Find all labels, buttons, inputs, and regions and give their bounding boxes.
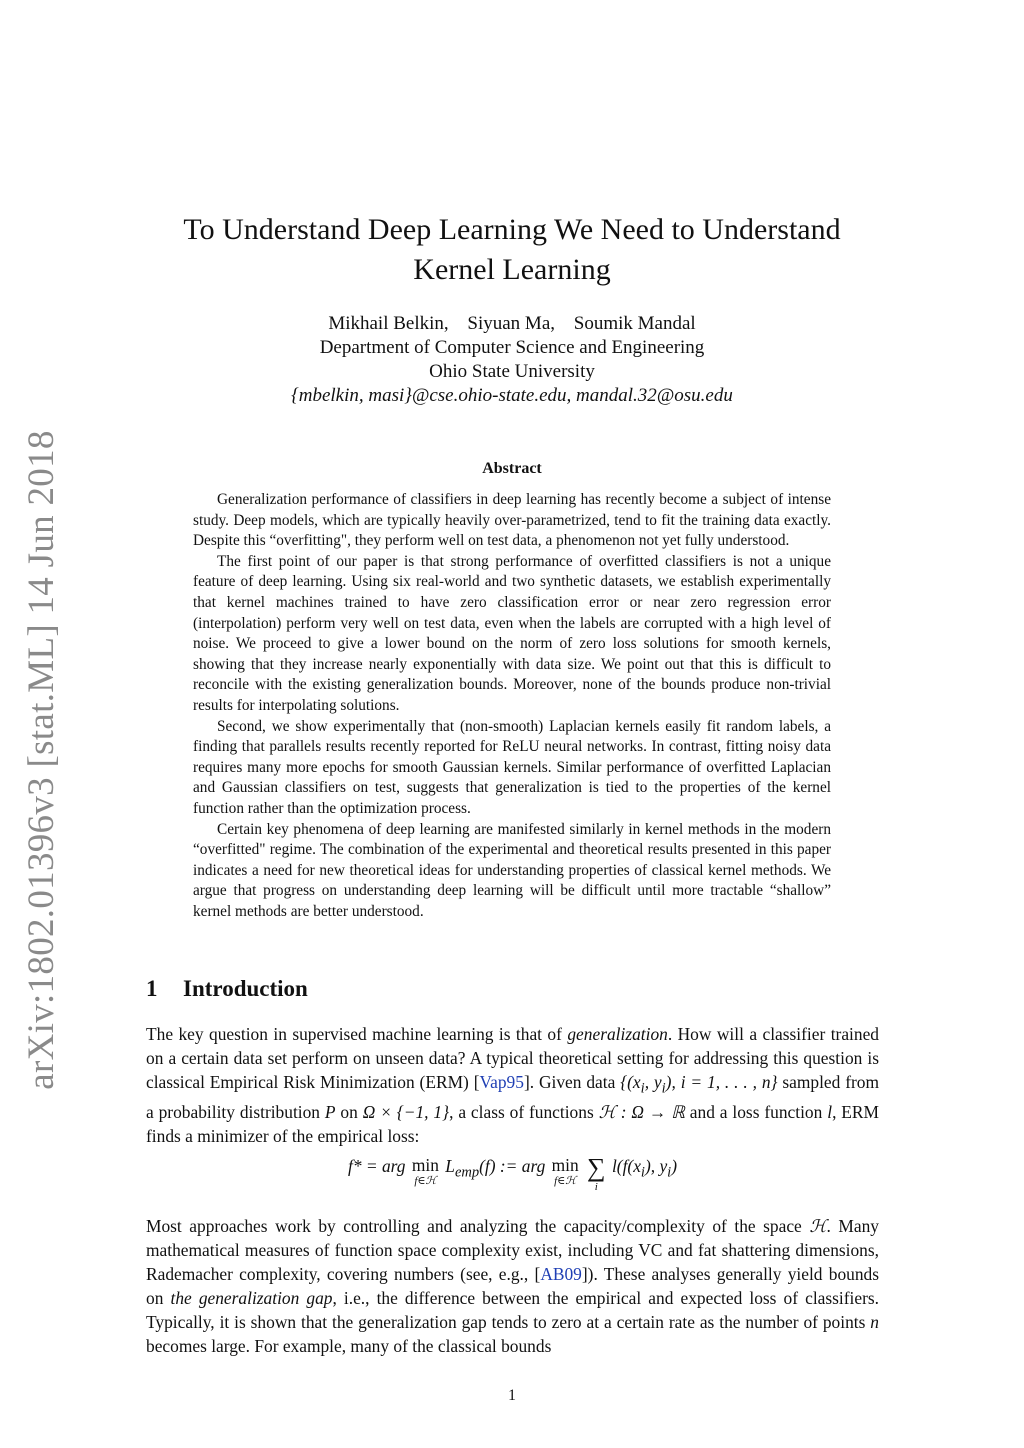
author-names — [140, 312, 884, 336]
operator-subscript: f∈ℋ — [414, 1175, 437, 1187]
author-name: Soumik Mandal — [573, 313, 696, 334]
section-title: Introduction — [183, 976, 308, 1001]
text-run: on — [335, 1102, 363, 1123]
intro-paragraph-2 — [146, 1214, 879, 1358]
paper-title — [140, 210, 884, 290]
math-run: ) — [671, 1156, 677, 1176]
math-run: , y — [644, 1072, 662, 1092]
math-function-class: ℋ : Ω → ℝ — [598, 1102, 685, 1123]
emphasis-generalization: generalization — [567, 1024, 668, 1044]
text-run: ]. Given data — [523, 1072, 621, 1092]
citation-link-vap95[interactable]: Vap95 — [479, 1072, 524, 1092]
equation-empirical-loss — [445, 1156, 546, 1181]
sum-subscript: i — [594, 1181, 598, 1193]
author-email: {mbelkin, masi}@cse.ohio-state.edu, mandal.32@osu.edu — [291, 385, 733, 406]
author-block — [140, 312, 884, 408]
math-function-class: ℋ — [809, 1216, 827, 1236]
math-run: {(x — [620, 1072, 641, 1092]
math-domain: Ω × {−1, 1} — [362, 1102, 450, 1123]
math-subscript: i — [667, 1164, 672, 1181]
abstract-heading: Abstract — [482, 460, 542, 477]
arxiv-identifier-stamp: arXiv:1802.01396v3 [stat.ML] 14 Jun 2018 — [21, 430, 62, 1090]
abstract-body — [193, 490, 831, 922]
equation-rhs — [611, 1156, 677, 1181]
abstract-paragraph: The first point of our paper is that strong performance of overfitted classifiers is not a unique feature of deep learning. Using six real-world and two synthetic datasets, we establish experimentally that kernel machines trained to have zero classification error or near zero regression error (interpolation) perform very well on test data, even when the labels are corrupted with a high level of noise. We proceed to give a lower bound on the norm of zero loss solutions for smooth kernels, showing that they increase nearly exponentially with data size. We point out that this is difficult to reconcile with the existing generalization bounds. Moreover, none of the bounds produce non-trivial results for interpolating solutions. — [193, 552, 831, 714]
math-subscript: i — [640, 1080, 645, 1097]
title-line-1: To Understand Deep Learning We Need to Understand — [183, 213, 841, 246]
equation-min-operator — [552, 1156, 579, 1188]
math-run: L — [445, 1156, 455, 1176]
text-run: . Many mathematical measures of function space complexity exist, including VC and fat shattering dimensions, Rademacher complexity, covering numbers (see, e.g., [ — [146, 1216, 879, 1284]
math-loss: l — [827, 1102, 833, 1123]
emphasis-generalization-gap: the generalization gap — [170, 1288, 333, 1308]
math-run: ), y — [644, 1156, 668, 1176]
citation-link-ab09[interactable]: AB09 — [540, 1264, 582, 1284]
text-run: , i.e., the difference between the empirical and expected loss of classifiers. Typically, it is shown that the generalization gap tends to zero at a certain rate as the number of points — [146, 1288, 879, 1332]
erm-equation — [146, 1153, 879, 1194]
text-run: sampled from a probability distribution — [146, 1072, 879, 1123]
math-run: (f) := arg — [479, 1156, 546, 1176]
title-line-2: Kernel Learning — [413, 253, 611, 286]
abstract-paragraph: Second, we show experimentally that (non-smooth) Laplacian kernels easily fit random labels, a finding that parallels results recently reported for ReLU neural networks. In contrast, fitting noisy data requires many more epochs for smooth Gaussian kernels. Similar performance of overfitted Laplacian and Gaussian classifiers on test, suggests that generalization is tied to the properties of the kernel function rather than the optimization process. — [193, 717, 831, 817]
author-university: Ohio State University — [429, 361, 595, 382]
math-subscript: emp — [454, 1164, 480, 1181]
math-subscript: i — [640, 1164, 645, 1181]
text-run: ]). These analyses generally yield bounds on — [146, 1264, 879, 1308]
abstract-paragraph: Certain key phenomena of deep learning are manifested similarly in kernel methods in the modern “overfitted" regime. The combination of the experimental and theoretical results presented in this paper indicates a need for new theoretical ideas for understanding properties of classical kernel methods. We argue that progress on understanding deep learning will be difficult until more tractable “shallow” kernel methods are better understood. — [193, 820, 831, 920]
page-number: 1 — [508, 1387, 516, 1404]
math-n: n — [870, 1312, 879, 1332]
math-run: l(f(x — [611, 1156, 641, 1176]
text-run: . How will a classifier trained on a certain data set perform on unseen data? A typical theoretical setting for addressing this question is classical Empirical Risk Minimization (ERM) [ — [146, 1024, 879, 1092]
text-run: The key question in supervised machine learning is that of — [146, 1024, 568, 1044]
operator-subscript: f∈ℋ — [554, 1175, 577, 1187]
author-name: Mikhail Belkin, — [328, 313, 449, 334]
text-run: Most approaches work by controlling and analyzing the capacity/complexity of the space — [146, 1216, 810, 1236]
math-data-set — [620, 1072, 778, 1097]
equation-lhs: f* = arg — [348, 1156, 406, 1176]
author-name: Siyuan Ma, — [467, 313, 555, 334]
author-department: Department of Computer Science and Engineering — [319, 337, 705, 358]
section-number: 1 — [146, 976, 158, 1001]
equation-sum-operator — [587, 1153, 606, 1194]
text-run: , a class of functions — [449, 1102, 599, 1123]
text-run: , ERM finds a minimizer of the empirical loss: — [146, 1102, 879, 1147]
text-run: and a loss function — [684, 1102, 828, 1123]
abstract-paragraph: Generalization performance of classifiers in deep learning has recently become a subject of intense study. Deep models, which are typically heavily over-parametrized, tend to fit the training data exactly. Despite this “overfitting", they perform well on test data, a phenomenon not yet fully understood. — [193, 491, 831, 550]
text-run: becomes large. For example, many of the classical bounds — [146, 1336, 552, 1356]
section-heading — [146, 976, 308, 1002]
math-distribution: P — [324, 1102, 336, 1123]
operator-label: min — [551, 1155, 579, 1175]
math-run: ), i = 1, . . . , n} — [665, 1072, 778, 1092]
math-subscript: i — [661, 1080, 666, 1097]
equation-min-operator — [412, 1156, 439, 1188]
sum-symbol: ∑ — [587, 1153, 606, 1182]
operator-label: min — [411, 1155, 439, 1175]
intro-paragraph-1 — [146, 1022, 879, 1148]
